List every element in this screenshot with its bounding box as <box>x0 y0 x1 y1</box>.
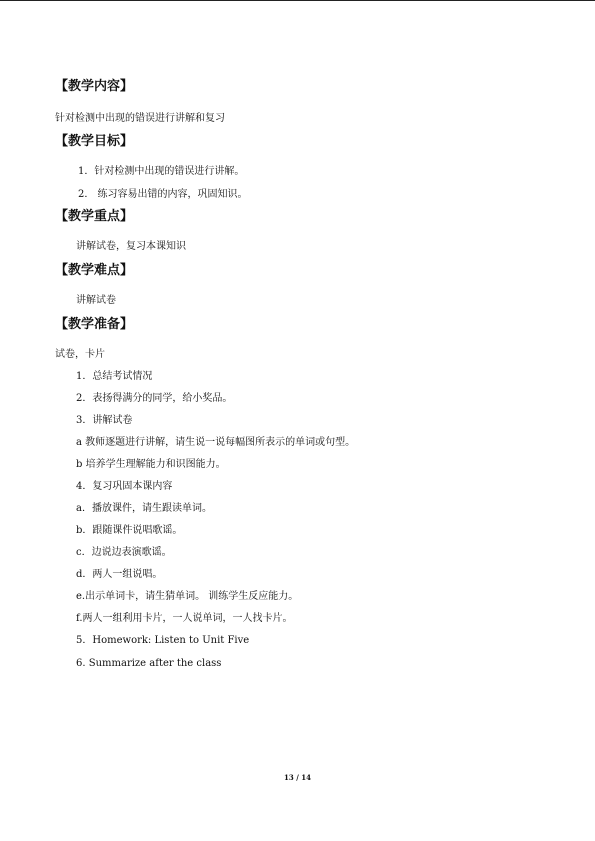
goal-number: 1． <box>78 166 95 177</box>
heading-focus: 【教学重点】 <box>55 209 134 224</box>
top-rule <box>0 0 595 1</box>
heading-preparation: 【教学准备】 <box>55 317 134 332</box>
goal-number: 2． <box>78 189 95 200</box>
goal-item-1 <box>78 165 244 178</box>
step-4d: d．两人一组说唱。 <box>76 569 163 580</box>
step-2: 2．表扬得满分的同学，给小奖品。 <box>76 393 233 404</box>
goal-item-2 <box>78 188 248 201</box>
heading-difficulty: 【教学难点】 <box>55 263 134 278</box>
heading-content: 【教学内容】 <box>55 79 134 94</box>
focus-text: 讲解试卷，复习本课知识 <box>76 241 186 252</box>
step-4c: c．边说边表演歌谣。 <box>76 547 172 558</box>
step-6: 6. Summarize after the class <box>76 658 222 669</box>
materials-text: 试卷，卡片 <box>55 349 105 360</box>
step-4a: a．播放课件，请生跟读单词。 <box>76 503 212 514</box>
step-3: 3．讲解试卷 <box>76 415 133 426</box>
difficulty-text: 讲解试卷 <box>76 295 116 306</box>
step-4b: b．跟随课件说唱歌谣。 <box>76 525 183 536</box>
page-number: 13 / 14 <box>284 773 311 782</box>
content-text: 针对检测中出现的错误进行讲解和复习 <box>55 113 225 124</box>
goal-text: 练习容易出错的内容，巩固知识。 <box>94 189 248 200</box>
goal-text: 针对检测中出现的错误进行讲解。 <box>94 166 245 177</box>
heading-goals: 【教学目标】 <box>55 134 134 149</box>
step-4f: f.两人一组利用卡片，一人说单词，一人找卡片。 <box>76 613 293 624</box>
step-3a: a 教师逐题进行讲解，请生说一说每幅图所表示的单词或句型。 <box>76 437 356 448</box>
step-4e: e.出示单词卡，请生猜单词。 训练学生反应能力。 <box>76 591 299 602</box>
step-4: 4．复习巩固本课内容 <box>76 481 173 492</box>
step-5: 5．Homework: Listen to Unit Five <box>76 635 250 646</box>
step-1: 1．总结考试情况 <box>76 371 153 382</box>
step-3b: b 培养学生理解能力和识图能力。 <box>76 459 226 470</box>
